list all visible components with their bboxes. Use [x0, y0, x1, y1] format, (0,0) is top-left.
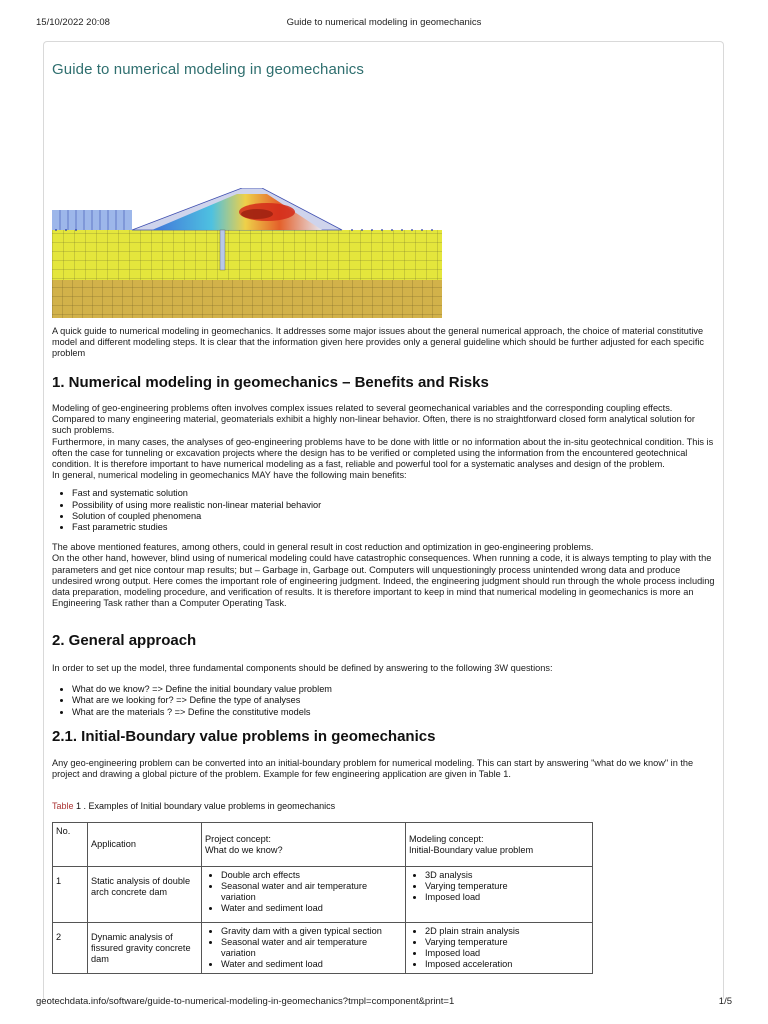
- table-caption: [52, 801, 716, 811]
- section-2-paragraph-1: In order to set up the model, three fundamental components should be defined by answering to the following 3W questions:: [52, 663, 553, 673]
- list-item: • Water and sediment load: [221, 903, 402, 914]
- section-1-paragraph-2: Furthermore, in many cases, the analyses of geo-engineering problems have to be done with little or no information about the in-situ geotechnical condition. This is often the case for tunneling or excavation projects where the design has to be verified or completed using the information from the encountered geotechnical condition. It is therefore important to have numerical modeling as a fast, reliable and powerful tool for a systematic analyses and design of the problem.: [52, 436, 714, 470]
- table-header-row: [53, 823, 593, 867]
- list-item: • Solution of coupled phenomena: [72, 511, 716, 522]
- boundary-problems-table: [52, 822, 593, 974]
- benefits-list: [52, 488, 716, 533]
- table-caption-text: 1 . Examples of Initial boundary value problems in geomechanics: [73, 801, 336, 811]
- list-item: • Double arch effects: [221, 870, 402, 881]
- row-model: [406, 923, 593, 974]
- list-item: • Fast parametric studies: [72, 522, 716, 533]
- section-2-1-paragraph-1: Any geo-engineering problem can be converted into an initial-boundary problem for numerical modeling. This can start by answering "what do we know" in the project and drawing a global picture of the problem. Example for few engineering application are given in Table 1.: [52, 758, 694, 780]
- dam-fem-figure: [52, 188, 442, 318]
- header-project: Project concept: What do we know?: [202, 823, 406, 867]
- header-application: Application: [88, 823, 202, 867]
- list-item: • Imposed acceleration: [425, 959, 589, 970]
- list-item: • Seasonal water and air temperature variation: [221, 937, 402, 959]
- list-item: • What are we looking for? => Define the type of analyses: [72, 695, 716, 706]
- section-1-paragraph-5: On the other hand, however, blind using of numerical modeling could have catastrophic consequences. When running a code, it is always tempting to play with the parameters and get nice contour map results; but – Garbage in, Garbage out. Computers will unquestioningly process unintended wrong data and produce undesired wrong output. Here comes the important role of engineering judgment. Indeed, the engineering judgment should run through the whole process including data preparation, modeling procedure, and verification of results. It is therefore important to keep in mind that numerical modeling in geomechanics is more an Engineering Task rather than a Computer Operating Task.: [52, 553, 715, 609]
- page-number: 1/5: [718, 996, 732, 1007]
- intro-paragraph: A quick guide to numerical modeling in geomechanics. It addresses some major issues about the general numerical approach, the choice of material constitutive model and different modeling steps. It is clear that the information given here provides only a general guideline which should be further adjusted for each specific problem: [52, 326, 705, 359]
- row-model: [406, 867, 593, 923]
- questions-list: [52, 684, 716, 718]
- row-project: [202, 923, 406, 974]
- print-url[interactable]: geotechdata.info/software/guide-to-numerical-modeling-in-geomechanics?tmpl=component&print=1: [36, 996, 455, 1007]
- list-item: • What are the materials ? => Define the constitutive models: [72, 707, 716, 718]
- table-caption-label: Table: [52, 801, 74, 811]
- section-1-paragraph-1: Modeling of geo-engineering problems often involves complex issues related to several geomechanical variables and the corresponding coupling effects. Compared to many engineering material, geomaterials exhibit a highly non-linear behavior. Often, there is no straightforward closed form analytical solution for such problems.: [52, 403, 695, 436]
- list-item: • Varying temperature: [425, 937, 589, 948]
- article-card: [43, 41, 724, 1001]
- list-item: • Seasonal water and air temperature variation: [221, 881, 402, 903]
- section-2-heading: 2. General approach: [52, 632, 197, 649]
- list-item: • Gravity dam with a given typical section: [221, 926, 402, 937]
- header-model: Modeling concept: Initial-Boundary value problem: [406, 823, 593, 867]
- list-item: • Fast and systematic solution: [72, 488, 716, 499]
- list-item: • Imposed load: [425, 892, 589, 903]
- section-2-1-heading: 2.1. Initial-Boundary value problems in geomechanics: [52, 728, 436, 745]
- row-application: Dynamic analysis of fissured gravity concrete dam: [88, 923, 202, 974]
- row-no: 2: [53, 923, 88, 974]
- section-1-paragraph-3: In general, numerical modeling in geomechanics MAY have the following main benefits:: [52, 470, 407, 481]
- row-no: 1: [53, 867, 88, 923]
- list-item: • 3D analysis: [425, 870, 589, 881]
- header-no: No.: [53, 823, 88, 867]
- list-item: • Imposed load: [425, 948, 589, 959]
- row-application: Static analysis of double arch concrete dam: [88, 867, 202, 923]
- print-page-title: Guide to numerical modeling in geomechanics: [286, 17, 482, 28]
- row-project: [202, 867, 406, 923]
- table-row: [53, 867, 593, 923]
- list-item: • Varying temperature: [425, 881, 589, 892]
- list-item: • What do we know? => Define the initial boundary value problem: [72, 684, 716, 695]
- table-row: [53, 923, 593, 974]
- list-item: • 2D plain strain analysis: [425, 926, 589, 937]
- article-title: Guide to numerical modeling in geomechanics: [52, 61, 364, 78]
- section-1-paragraph-4: The above mentioned features, among others, could in general result in cost reduction and optimization in geo-engineering problems.: [52, 542, 594, 553]
- list-item: • Water and sediment load: [221, 959, 402, 970]
- section-1-heading: 1. Numerical modeling in geomechanics – Benefits and Risks: [52, 374, 489, 391]
- print-datetime: 15/10/2022 20:08: [36, 17, 110, 28]
- list-item: • Possibility of using more realistic non-linear material behavior: [72, 500, 716, 511]
